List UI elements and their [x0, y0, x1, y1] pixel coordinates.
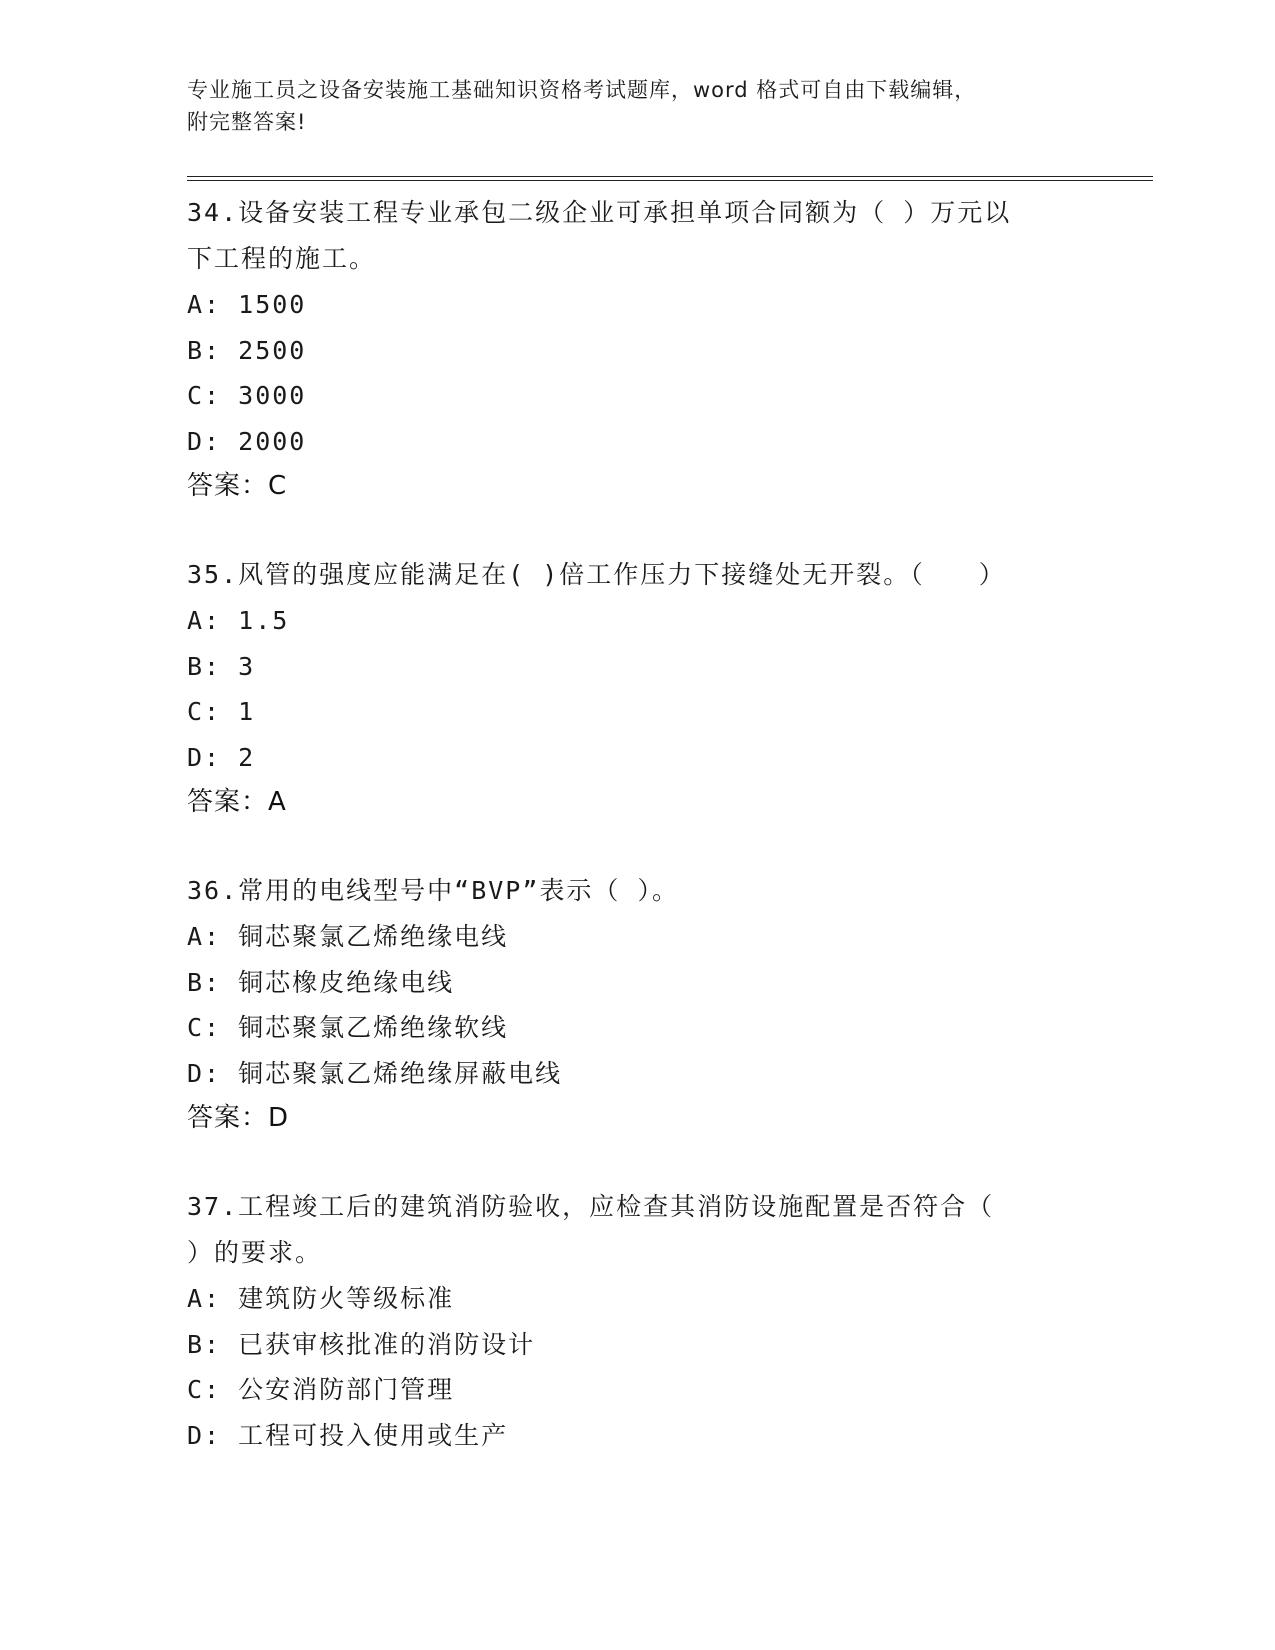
- question-stem-line-1: 35.风管的强度应能满足在( )倍工作压力下接缝处无开裂。（ ）: [187, 560, 1006, 589]
- question-36: [187, 868, 1067, 1140]
- question-34: [187, 190, 1067, 508]
- option-b: B: 已获审核批准的消防设计: [187, 1329, 536, 1359]
- question-stem-line-2: ）的要求。: [187, 1238, 323, 1267]
- question-37: [187, 1184, 1067, 1458]
- option-b: B: 铜芯橡皮绝缘电线: [187, 967, 455, 997]
- option-a: A: 1500: [187, 290, 307, 319]
- option-c: C: 1: [187, 697, 256, 726]
- document-header: [187, 74, 1087, 138]
- option-c: C: 3000: [187, 381, 307, 410]
- question-stem-line-1: 34.设备安装工程专业承包二级企业可承担单项合同额为（ ）万元以: [187, 198, 1012, 227]
- option-a: A: 建筑防火等级标准: [187, 1284, 455, 1313]
- option-d: D: 2: [187, 742, 256, 772]
- option-b: B: 2500: [187, 335, 307, 365]
- option-b: B: 3: [187, 651, 256, 681]
- answer-label: 答案：C: [187, 471, 288, 501]
- option-a: A: 铜芯聚氯乙烯绝缘电线: [187, 922, 509, 951]
- answer-label: 答案：A: [187, 787, 287, 817]
- option-d: D: 2000: [187, 426, 307, 456]
- question-stem-line-1: 36.常用的电线型号中“BVP”表示（ ）。: [187, 876, 679, 905]
- answer-label: 答案：D: [187, 1103, 290, 1133]
- option-c: C: 铜芯聚氯乙烯绝缘软线: [187, 1013, 509, 1042]
- option-d: D: 工程可投入使用或生产: [187, 1420, 509, 1450]
- question-35: [187, 552, 1067, 824]
- question-stem-line-2: 下工程的施工。: [187, 244, 377, 273]
- header-line-2: 附完整答案!: [187, 110, 307, 134]
- option-c: C: 公安消防部门管理: [187, 1375, 455, 1404]
- question-list: [187, 190, 1067, 1502]
- option-a: A: 1.5: [187, 606, 290, 635]
- option-d: D: 铜芯聚氯乙烯绝缘屏蔽电线: [187, 1058, 563, 1088]
- header-divider: [187, 176, 1153, 181]
- question-stem-line-1: 37.工程竣工后的建筑消防验收，应检查其消防设施配置是否符合（: [187, 1192, 995, 1221]
- header-line-1: 专业施工员之设备安装施工基础知识资格考试题库，word 格式可自由下载编辑，: [187, 78, 977, 102]
